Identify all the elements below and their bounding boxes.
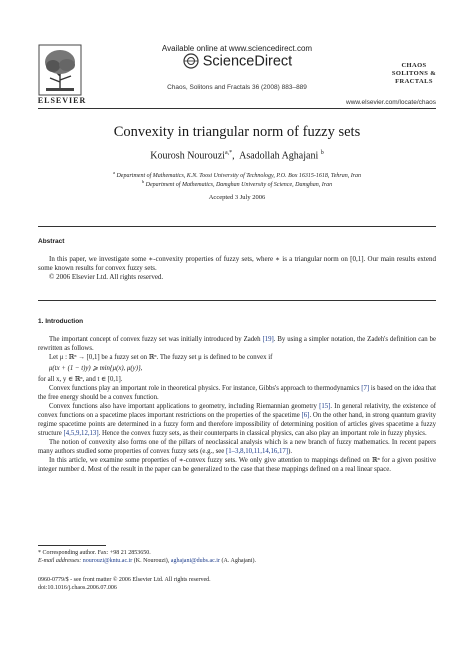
affiliation-b: $^b$ Department of Mathematics, Damghan University of Science, Damghan, Iran bbox=[141, 179, 333, 188]
abstract-top-divider bbox=[38, 226, 436, 227]
email-link[interactable]: aghajani@dubs.ac.ir bbox=[170, 558, 220, 564]
article-title: Convexity in triangular norm of fuzzy sets bbox=[113, 124, 361, 140]
author-marks: b bbox=[320, 150, 324, 156]
footnote-divider bbox=[38, 545, 106, 546]
paragraph: Convex functions also have important applications to geometry, including Riemannian geometry [15]. In general relativity, the existence of convex functions on a spacetime places important restrictions on the properties of the spacetime [6]. On the other hand, in strong quantum gravity regime spacetime points are determined in a fuzzy form and therefore impossibility of determining position of articles gives spacetime a fuzzy structure [4,5,9,12,13]. Hence the convex fuzzy sets, as their counterparts in classical physics, can also play an important role in fuzzy physics. bbox=[38, 403, 437, 437]
copyright-notice: © 2006 Elsevier Ltd. All rights reserved. bbox=[49, 273, 164, 281]
corresponding-author-note: * Corresponding author. Fax: +98 21 2853650. bbox=[38, 550, 151, 556]
citation-link[interactable]: [4,5,9,12,13] bbox=[63, 430, 99, 437]
equation: μ(tx + (1 − t)y) ⩾ min{μ(x), μ(y)}, bbox=[49, 365, 143, 372]
sciencedirect-wordmark: ScienceDirect bbox=[202, 53, 293, 70]
journal-citation: Chaos, Solitons and Fractals 36 (2008) 883–889 bbox=[167, 84, 307, 91]
publisher-name: ELSEVIER bbox=[37, 96, 87, 105]
email-addresses: E-mail addresses: nourouzi@kntu.ac.ir (K. Nourouzi), aghajani@dubs.ac.ir (A. Aghajani). bbox=[38, 558, 256, 564]
paragraph: The important concept of convex fuzzy set was initially introduced by Zadeh [19]. By using a simpler notation, the Zadeh's definition can be rewritten as follows. bbox=[38, 336, 436, 352]
abstract-bottom-divider bbox=[38, 300, 436, 301]
doi-line[interactable]: doi:10.1016/j.chaos.2006.07.006 bbox=[38, 585, 117, 591]
citation-link[interactable]: [6] bbox=[301, 412, 310, 419]
author-marks: a,* bbox=[224, 150, 233, 156]
citation-link[interactable]: [15] bbox=[319, 403, 331, 410]
issn-line: 0960-0779/$ - see front matter © 2006 Elsevier Ltd. All rights reserved. bbox=[38, 577, 211, 583]
citation-link[interactable]: [1–3,8,10,11,14,16,17] bbox=[226, 448, 289, 455]
paragraph: The notion of convexity also forms one of the pillars of neoclassical analysis which is a new branch of fuzzy mathematics. In recent papers many authors studied some properties of convex fuzzy sets (e.g., see [1–3,8,10,11,14,16,17]). bbox=[38, 439, 436, 455]
journal-cover-title: CHAOS SOLITONS & FRACTALS bbox=[391, 62, 437, 85]
abstract-text: In this paper, we investigate some ∗-convexity properties of fuzzy sets, where ∗ is a triangular norm on [0,1]. Our main results extend some known results for convex fuzzy sets. bbox=[38, 255, 436, 272]
paragraph: In this article, we examine some properties of ∗-convex fuzzy sets. We only give attention to mappings defined on ℝⁿ for a given positive integer number d. Most of the result in the paper can be generalized to the case that these mappings defined on a real linear space. bbox=[38, 457, 436, 473]
email-link[interactable]: nourouzi@kntu.ac.ir bbox=[82, 558, 133, 564]
introduction-body bbox=[38, 335, 436, 474]
paragraph: Convex functions play an important role in theoretical physics. For instance, Gibbs's approach to thermodynamics [7] is based on the idea that the free energy should be a convex function. bbox=[38, 385, 436, 401]
paragraph: Let μ : ℝⁿ → [0,1] be a fuzzy set on ℝⁿ. The fuzzy set μ is defined to be convex if bbox=[49, 354, 273, 361]
available-online-text: Available online at www.sciencedirect.com bbox=[161, 44, 313, 53]
accepted-date: Accepted 3 July 2006 bbox=[208, 194, 266, 201]
abstract-heading: Abstract bbox=[38, 238, 65, 245]
header-divider bbox=[38, 108, 436, 109]
citation-link[interactable]: [19] bbox=[262, 336, 274, 343]
abstract-body bbox=[38, 255, 436, 282]
citation-link[interactable]: [7] bbox=[361, 385, 370, 392]
author-name: Kourosh Nourouzi bbox=[150, 150, 225, 162]
journal-url-link[interactable]: www.elsevier.com/locate/chaos bbox=[346, 99, 436, 106]
paragraph: for all x, y ∈ ℝⁿ, and t ∈ [0,1]. bbox=[38, 376, 123, 383]
author-name: Asadollah Aghajani bbox=[239, 150, 319, 162]
section-heading: 1. Introduction bbox=[38, 318, 84, 325]
sciencedirect-icon bbox=[182, 52, 200, 70]
author-line: Kourosh Nourouzi$^{a,*}$, Asadollah Aghajani $^b$ bbox=[150, 150, 324, 162]
affiliation-a: $^a$ Department of Mathematics, K.N. Toosi University of Technology, P.O. Box 16315-1618, Tehran, Iran bbox=[112, 170, 362, 179]
